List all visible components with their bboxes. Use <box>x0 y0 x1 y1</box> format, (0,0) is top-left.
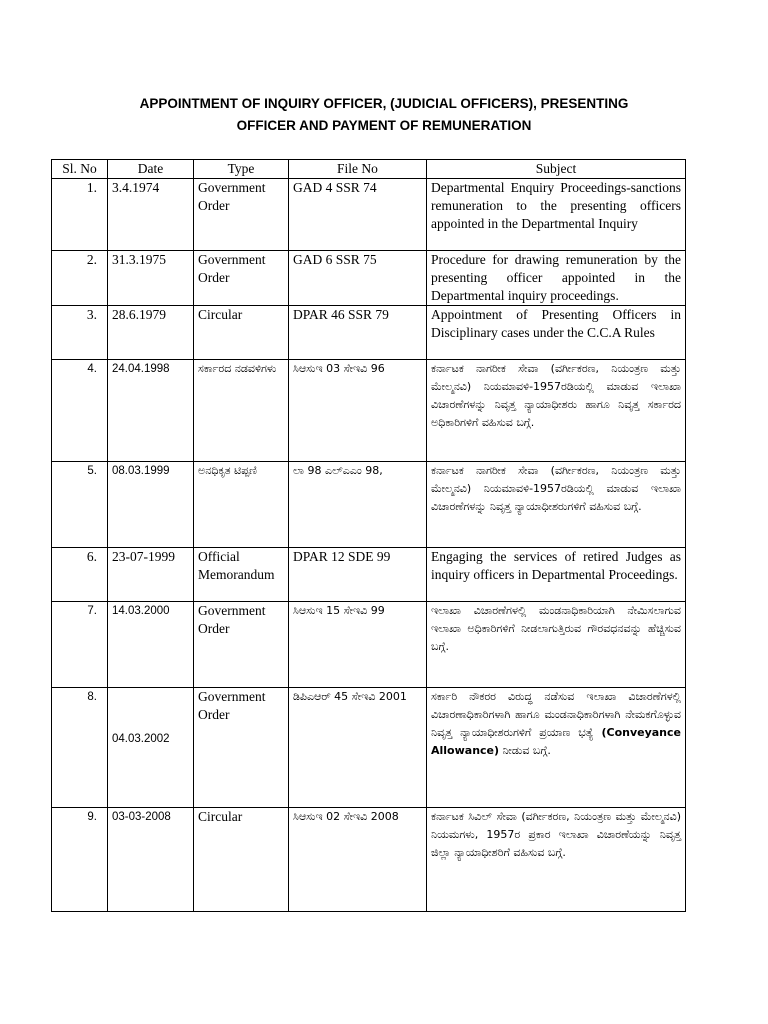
header-sl-no: Sl. No <box>52 160 108 179</box>
row-sl-no: 2. <box>52 251 108 306</box>
header-file-no: File No <box>289 160 427 179</box>
table-header-row <box>52 160 686 179</box>
row-sl-no: 4. <box>52 360 108 462</box>
orders-table <box>51 159 686 912</box>
row-type: Official Memorandum <box>194 548 289 602</box>
row-sl-no: 3. <box>52 306 108 360</box>
row-file-no: ಸಿಆಸುಇ 15 ಸೇಇವಿ 99 <box>289 602 427 688</box>
row-sl-no: 8. <box>52 688 108 808</box>
row-type: Government Order <box>194 179 289 251</box>
header-date: Date <box>108 160 194 179</box>
row-date: 24.04.1998 <box>108 360 194 462</box>
header-type: Type <box>194 160 289 179</box>
row-date: 28.6.1979 <box>108 306 194 360</box>
row-sl-no: 6. <box>52 548 108 602</box>
row-type: Government Order <box>194 602 289 688</box>
table-row <box>52 179 686 251</box>
row-date: 23-07-1999 <box>108 548 194 602</box>
row-sl-no: 9. <box>52 808 108 912</box>
row-subject: ಕರ್ನಾಟಕ ನಾಗರೀಕ ಸೇವಾ (ವರ್ಗೀಕರಣ, ನಿಯಂತ್ರಣ ಮತ್ತು ಮೇಲ್ಮನವಿ) ನಿಯಮಾವಳಿ-1957ರಡಿಯಲ್ಲಿ ಮಾಡುವ ಇಲಾಖಾ ವಿಚಾರಣೆಗಳನ್ನು ನಿವೃತ್ತ ನ್ಯಾಯಾಧೀಶರುಗಳಿಗೆ ವಹಿಸುವ ಬಗ್ಗೆ. <box>427 462 686 548</box>
row-subject: Appointment of Presenting Officers in Disciplinary cases under the C.C.A Rules <box>427 306 686 360</box>
subject-text: ಸರ್ಕಾರಿ ನೌಕರರ ವಿರುದ್ಧ ನಡೆಸುವ ಇಲಾಖಾ ವಿಚಾರಣೆಗಳಲ್ಲಿ ವಿಚಾರಣಾಧಿಕಾರಿಗಳಾಗಿ ಹಾಗೂ ಮಂಡನಾಧಿಕಾರಿಗಳಾಗಿ ನೇಮಕಗೊಳ್ಳುವ ನಿವೃತ್ತ ನ್ಯಾಯಾಧೀಶರುಗಳಿಗೆ ಪ್ರಯಾಣ ಭತ್ಯೆ <box>431 690 681 739</box>
row-sl-no: 1. <box>52 179 108 251</box>
row-date: 03-03-2008 <box>108 808 194 912</box>
table-row <box>52 360 686 462</box>
document-title <box>60 93 708 137</box>
table-row <box>52 251 686 306</box>
title-line-1: APPOINTMENT OF INQUIRY OFFICER, (JUDICIAL OFFICERS), PRESENTING <box>139 96 629 111</box>
row-sl-no: 7. <box>52 602 108 688</box>
row-subject: ಕರ್ನಾಟಕ ಸಿವಿಲ್ ಸೇವಾ (ವರ್ಗೀಕರಣ, ನಿಯಂತ್ರಣ ಮತ್ತು ಮೇಲ್ಮನವಿ) ನಿಯಮಗಳು, 1957ರ ಪ್ರಕಾರ ಇಲಾಖಾ ವಿಚಾರಣೆಯನ್ನು ನಿವೃತ್ತ ಜಿಲ್ಲಾ ನ್ಯಾಯಾಧೀಶರಿಗೆ ವಹಿಸುವ ಬಗ್ಗೆ. <box>427 808 686 912</box>
table-row <box>52 306 686 360</box>
row-type: Circular <box>194 808 289 912</box>
row-type: Circular <box>194 306 289 360</box>
header-subject: Subject <box>427 160 686 179</box>
row-type: ಸರ್ಕಾರದ ನಡವಳಿಗಳು <box>194 360 289 462</box>
row-subject: Engaging the services of retired Judges as inquiry officers in Departmental Proceedings. <box>427 548 686 602</box>
row-date: 14.03.2000 <box>108 602 194 688</box>
row-type: ಅನಧಿಕೃತ ಟಿಪ್ಪಣಿ <box>194 462 289 548</box>
row-date: 31.3.1975 <box>108 251 194 306</box>
table-row <box>52 548 686 602</box>
table-row <box>52 462 686 548</box>
table-row <box>52 808 686 912</box>
table-row <box>52 688 686 808</box>
subject-tail-text: ನೀಡುವ ಬಗ್ಗೆ. <box>499 744 551 757</box>
row-file-no: ಸಿಆಸುಇ 03 ಸೇಇವಿ 96 <box>289 360 427 462</box>
row-file-no: GAD 4 SSR 74 <box>289 179 427 251</box>
title-line-2: OFFICER AND PAYMENT OF REMUNERATION <box>236 118 532 133</box>
row-file-no: ಲಾ 98 ಎಲ್ಎಎಂ 98, <box>289 462 427 548</box>
table-row <box>52 602 686 688</box>
row-date: 04.03.2002 <box>108 688 194 808</box>
row-file-no: DPAR 12 SDE 99 <box>289 548 427 602</box>
row-subject: Departmental Enquiry Proceedings-sanctions remuneration to the presenting officers appointed in the Departmental Inquiry <box>427 179 686 251</box>
row-subject: ಇಲಾಖಾ ವಿಚಾರಣೆಗಳಲ್ಲಿ ಮಂಡನಾಧಿಕಾರಿಯಾಗಿ ನೇಮಿಸಲಾಗುವ ಇಲಾಖಾ ಅಧಿಕಾರಿಗಳಿಗೆ ನೀಡಲಾಗುತ್ತಿರುವ ಗೌರವಧನವನ್ನು ಹೆಚ್ಚಿಸುವ ಬಗ್ಗೆ. <box>427 602 686 688</box>
row-sl-no: 5. <box>52 462 108 548</box>
row-file-no: GAD 6 SSR 75 <box>289 251 427 306</box>
row-type: Government Order <box>194 688 289 808</box>
subject-bold-text: (Conveyance Allowance) <box>431 726 681 757</box>
row-file-no: ಸಿಆಸುಇ 02 ಸೇಇವಿ 2008 <box>289 808 427 912</box>
row-type: Government Order <box>194 251 289 306</box>
row-subject: ಕರ್ನಾಟಕ ನಾಗರೀಕ ಸೇವಾ (ವರ್ಗೀಕರಣ, ನಿಯಂತ್ರಣ ಮತ್ತು ಮೇಲ್ಮನವಿ) ನಿಯಮಾವಳಿ-1957ರಡಿಯಲ್ಲಿ ಮಾಡುವ ಇಲಾಖಾ ವಿಚಾರಣೆಗಳನ್ನು ನಿವೃತ್ತ ನ್ಯಾಯಾಧೀಶರು ಹಾಗೂ ನಿವೃತ್ತ ಸರ್ಕಾರದ ಅಧಿಕಾರಿಗಳಿಗೆ ವಹಿಸುವ ಬಗ್ಗೆ. <box>427 360 686 462</box>
row-subject <box>427 688 686 808</box>
row-file-no: ಡಿಪಿಎಆರ್ 45 ಸೇಇವಿ 2001 <box>289 688 427 808</box>
row-subject: Procedure for drawing remuneration by the presenting officer appointed in the Departmental inquiry proceedings. <box>427 251 686 306</box>
row-file-no: DPAR 46 SSR 79 <box>289 306 427 360</box>
row-date: 3.4.1974 <box>108 179 194 251</box>
row-date: 08.03.1999 <box>108 462 194 548</box>
